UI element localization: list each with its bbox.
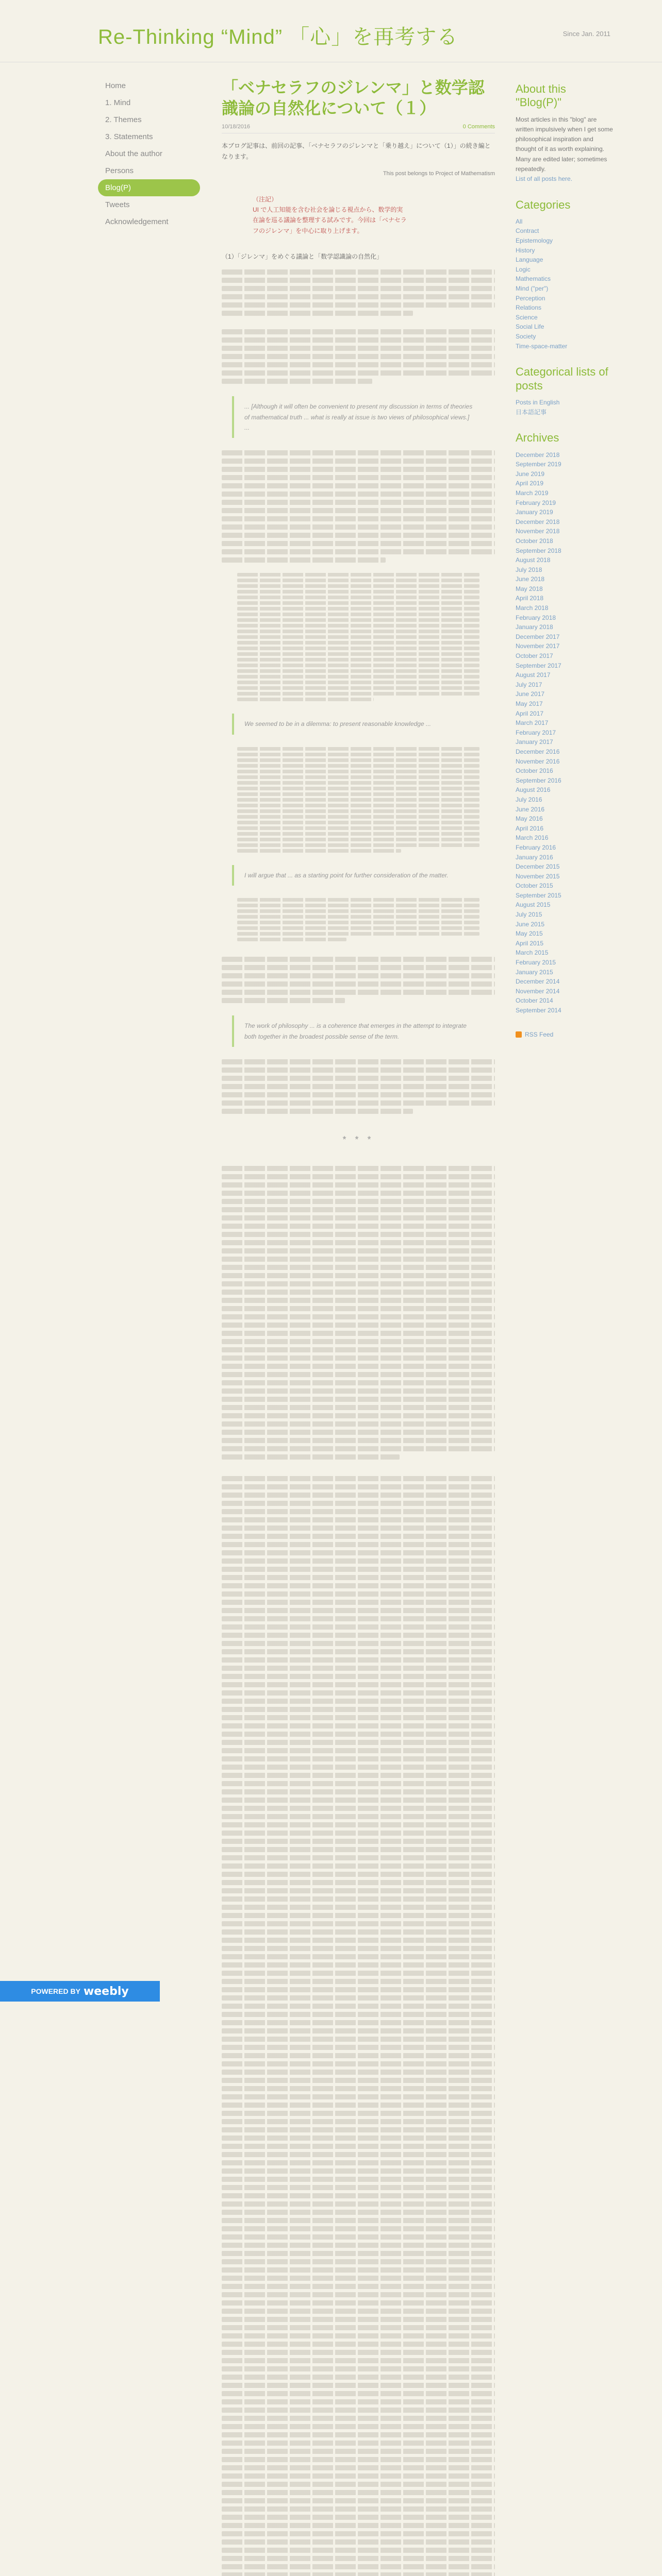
quote-block: The work of philosophy ... is a coherence that emerges in the attempt to integrate both together in the broadest possible sense of the term. [232,1015,485,1047]
archives-heading: Archives [516,431,559,445]
category-link[interactable]: Social Life [516,323,544,331]
quote-block: ... [Although it will often be convenient to present my discussion in terms of theories of mathematical truth ... what is really at issue is two views of philosophical views.] ... [232,396,485,438]
project-note[interactable]: This post belongs to Project of Mathematism [383,171,495,177]
category-link[interactable]: Language [516,256,543,264]
archive-link[interactable]: February 2016 [516,843,556,851]
archive-link[interactable]: May 2015 [516,930,543,938]
catlist-link[interactable]: 日本語記事 [516,408,547,416]
comments-link[interactable]: 0 Comments [462,124,495,130]
archive-link[interactable]: December 2016 [516,748,560,755]
archive-link[interactable]: June 2015 [516,920,545,928]
weebly-logo: weebly [83,1985,129,1998]
archive-link[interactable]: January 2018 [516,623,553,631]
archives-list [516,450,614,1015]
archive-link[interactable]: May 2016 [516,815,543,823]
archive-link[interactable]: January 2016 [516,853,553,861]
category-link[interactable]: Relations [516,304,542,312]
archive-link[interactable]: April 2015 [516,939,544,947]
archive-link[interactable]: October 2017 [516,652,553,660]
section-separator: * * * [342,1134,374,1145]
archive-link[interactable]: May 2017 [516,700,543,707]
nav-persons[interactable]: Persons [105,166,134,175]
post-date: 10/18/2016 [222,124,251,130]
archive-link[interactable]: November 2015 [516,872,560,880]
archive-link[interactable]: March 2019 [516,489,549,497]
footnote-block [222,898,495,941]
archive-link[interactable]: December 2018 [516,518,560,526]
category-link[interactable]: Mind ("per") [516,285,549,293]
archive-link[interactable]: August 2017 [516,671,551,679]
about-heading: About this "Blog(P)" [516,82,566,109]
archive-link[interactable]: November 2014 [516,987,560,995]
footnote-block [222,573,495,701]
body-text-block [222,269,495,384]
archive-link[interactable]: July 2017 [516,681,542,688]
archive-link[interactable]: October 2014 [516,997,553,1005]
archive-link[interactable]: September 2018 [516,547,561,554]
archive-link[interactable]: March 2017 [516,719,549,727]
section-heading: （1）「ジレンマ」をめぐる議論と「数学認識論の自然化」 [222,253,383,261]
archive-link[interactable]: October 2018 [516,537,553,545]
archive-link[interactable]: November 2016 [516,757,560,765]
archive-link[interactable]: April 2019 [516,480,544,487]
archive-link[interactable]: July 2016 [516,795,542,803]
nav-mind[interactable]: 1. Mind [105,98,131,107]
post-title[interactable]: 「ベナセラフのジレンマ」と数学認識論の自然化について（１） [222,78,485,117]
archive-link[interactable]: September 2019 [516,461,561,468]
archive-link[interactable]: September 2015 [516,891,561,899]
since-label: Since Jan. 2011 [562,30,610,38]
archive-link[interactable]: April 2016 [516,824,544,832]
body-text-block [222,450,495,563]
sidebar [516,77,614,1038]
archive-link[interactable]: December 2017 [516,633,560,640]
rss-icon [516,1031,522,1038]
archive-link[interactable]: April 2018 [516,595,544,602]
categories-heading: Categories [516,198,571,211]
archive-link[interactable]: May 2018 [516,585,543,592]
category-link[interactable]: Logic [516,265,531,273]
red-note: （注記） UI で人工知能を含む社会を論じる視点から、数学的実在論を巡る議論を整理する試みです。今回は「ベナセラフのジレンマ」を中心に取り上げます。 [253,195,407,234]
archive-link[interactable]: December 2014 [516,978,560,986]
category-link[interactable]: Epistemology [516,237,553,245]
archive-link[interactable]: October 2016 [516,767,553,775]
catlists-list [516,398,614,417]
category-link[interactable]: Contract [516,227,539,235]
archive-link[interactable]: July 2018 [516,566,542,573]
archive-link[interactable]: August 2018 [516,556,551,564]
archive-link[interactable]: July 2015 [516,911,542,919]
rss-feed-link[interactable] [516,1031,614,1038]
body-text-block [222,1059,495,1114]
nav-home[interactable]: Home [105,81,126,90]
category-link[interactable]: Perception [516,294,545,302]
archive-link[interactable]: December 2018 [516,451,560,459]
archive-link[interactable]: August 2015 [516,901,551,909]
nav-blog[interactable]: Blog(P) [98,179,200,196]
nav-themes[interactable]: 2. Themes [105,115,142,124]
quote-block: We seemed to be in a dilemma: to present reasonable knowledge ... [232,714,485,734]
weebly-badge[interactable] [0,1981,160,2002]
archive-link[interactable]: March 2018 [516,604,549,612]
archive-link[interactable]: February 2018 [516,614,556,621]
archive-link[interactable]: June 2016 [516,805,545,813]
main-nav [98,77,206,230]
nav-tweets[interactable]: Tweets [105,200,130,209]
post-meta [222,124,495,133]
archive-link[interactable]: June 2019 [516,470,545,478]
archive-link[interactable]: March 2015 [516,949,549,957]
archive-link[interactable]: November 2018 [516,528,560,535]
archive-link[interactable]: February 2015 [516,959,556,967]
category-link[interactable]: History [516,246,535,254]
powered-by-label: POWERED BY [31,1987,80,1995]
category-link[interactable]: Society [516,333,536,341]
post-content [222,77,495,2576]
nav-statements[interactable]: 3. Statements [105,132,153,141]
category-link[interactable]: Science [516,313,538,321]
nav-acknowledgement[interactable]: Acknowledgement [105,217,169,226]
archive-link[interactable]: January 2017 [516,738,553,746]
archive-link[interactable]: June 2017 [516,690,545,698]
archive-link[interactable]: March 2016 [516,834,549,842]
catlists-heading: Categorical lists of posts [516,365,608,392]
nav-about-author[interactable]: About the author [105,149,162,158]
about-text: Most articles in this "blog" are written impulsively when I get some philosophical inspiration and thought of it as worth explaining. Many are edited later; sometimes repeatedly. [516,115,613,173]
archive-link[interactable]: September 2017 [516,662,561,669]
footnote-block [222,747,495,853]
archive-link[interactable]: August 2016 [516,786,551,794]
archive-link[interactable]: November 2017 [516,642,560,650]
body-text-block [222,1166,495,2576]
archive-link[interactable]: October 2015 [516,882,553,890]
archive-link[interactable]: January 2019 [516,509,553,516]
catlist-link[interactable]: Posts in English [516,398,560,406]
archive-link[interactable]: February 2017 [516,728,556,736]
category-link[interactable]: Mathematics [516,275,551,283]
site-title[interactable]: Re-Thinking “Mind” 「心」を再考する [98,26,458,48]
post-intro: 本ブログ記事は、前回の記事、「ベナセラフのジレンマと「乗り越え」について（1）」の続き編となります。 [222,142,491,160]
categories-list [516,217,614,351]
archive-link[interactable]: January 2015 [516,968,553,976]
body-text-block [222,957,495,1003]
archive-link[interactable]: April 2017 [516,709,544,717]
archive-link[interactable]: February 2019 [516,499,556,506]
site-header [0,0,662,62]
quote-block: I will argue that ... as a starting point for further consideration of the matter. [232,865,485,886]
rss-label: RSS Feed [525,1030,554,1038]
archive-link[interactable]: June 2018 [516,575,545,583]
all-posts-link[interactable]: List of all posts here. [516,175,573,182]
category-link[interactable]: All [516,217,523,225]
archive-link[interactable]: September 2016 [516,776,561,784]
category-link[interactable]: Time-space-matter [516,342,568,350]
archive-link[interactable]: December 2015 [516,863,560,871]
archive-link[interactable]: September 2014 [516,1007,561,1014]
